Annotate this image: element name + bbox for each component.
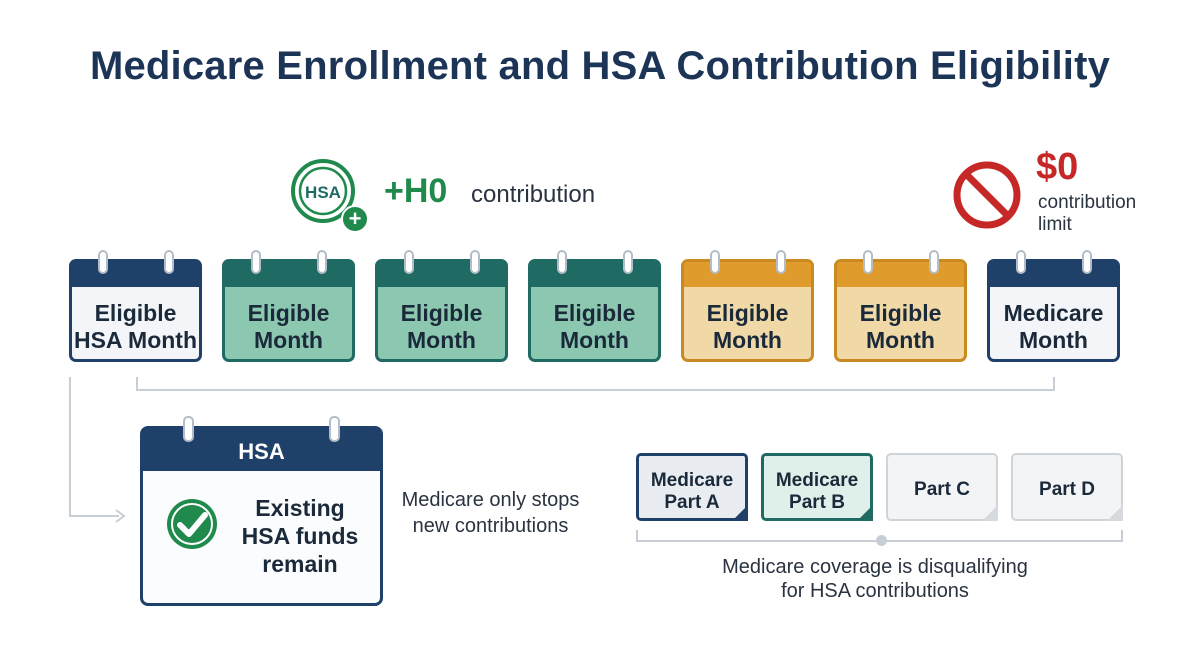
month-calendar-6 (834, 259, 967, 362)
month-label-line1: Eligible (706, 300, 789, 326)
calendar-ring (929, 250, 939, 274)
stops-note-line2: new contributions (412, 515, 569, 537)
medicare-part-c-card (886, 453, 998, 521)
stops-contributions-note (398, 487, 583, 539)
contribution-amount: +H0 (384, 172, 448, 210)
month-label-line2: HSA Month (73, 327, 198, 353)
calendar-ring (329, 416, 340, 442)
part-label-line1: Medicare (775, 470, 859, 491)
month-label-line2: Month (713, 327, 782, 353)
calendar-ring (776, 250, 786, 274)
month-calendar-5 (681, 259, 814, 362)
disqualifying-note (700, 555, 1050, 603)
part-label-line2: Part A (664, 492, 720, 513)
connector-line (69, 515, 119, 517)
month-label-line2: Month (1019, 327, 1088, 353)
month-label-line2: Month (866, 327, 935, 353)
existing-funds-line1: Existing (255, 495, 345, 521)
calendar-ring (251, 250, 261, 274)
medicare-part-d-card (1011, 453, 1123, 521)
contribution-limit-amount: $0 (1036, 146, 1079, 188)
month-label-line1: Eligible (247, 300, 330, 326)
calendar-ring (404, 250, 414, 274)
connector-line (69, 377, 71, 517)
contribution-label: contribution (471, 181, 596, 208)
calendar-ring (863, 250, 873, 274)
month-calendar-3 (375, 259, 508, 362)
part-label: Part C (914, 479, 970, 500)
month-label-line2: Month (254, 327, 323, 353)
calendar-ring (98, 250, 108, 274)
stops-note-line1: Medicare only stops (401, 489, 580, 511)
part-label-line2: Part B (789, 492, 845, 513)
medicare-part-b-card (761, 453, 873, 521)
calendar-ring (183, 416, 194, 442)
calendar-ring (1016, 250, 1026, 274)
part-label: Part D (1039, 479, 1095, 500)
bracket-dot (876, 535, 887, 546)
checkmark-icon (165, 497, 219, 551)
month-calendar-7 (987, 259, 1120, 362)
month-label-line2: Month (407, 327, 476, 353)
arrow-right-icon (114, 509, 126, 523)
hsa-badge-label: HSA (305, 183, 341, 202)
month-label-line2: Month (560, 327, 629, 353)
calendar-ring (557, 250, 567, 274)
calendar-ring (623, 250, 633, 274)
calendar-ring (470, 250, 480, 274)
disqualifying-line1: Medicare coverage is disqualifying (722, 556, 1028, 578)
calendar-ring (710, 250, 720, 274)
month-label-line1: Eligible (859, 300, 942, 326)
month-calendar-4 (528, 259, 661, 362)
existing-funds-line3: remain (262, 551, 338, 577)
contribution-limit-caption: contribution limit (1038, 192, 1137, 235)
calendar-ring (1082, 250, 1092, 274)
existing-funds-text (230, 494, 370, 578)
calendar-ring (317, 250, 327, 274)
part-label-line1: Medicare (650, 470, 734, 491)
page-title: Medicare Enrollment and HSA Contribution Eligibility (89, 44, 1111, 88)
month-calendar-1 (69, 259, 202, 362)
prohibited-icon (951, 159, 1023, 231)
hsa-plus-icon (287, 157, 367, 233)
disqualifying-line2: for HSA contributions (781, 580, 969, 602)
month-label-line1: Eligible (400, 300, 483, 326)
month-label-line1: Eligible (94, 300, 177, 326)
plus-symbol: + (348, 206, 362, 231)
calendar-ring (164, 250, 174, 274)
medicare-part-a-card (636, 453, 748, 521)
month-label-line1: Eligible (553, 300, 636, 326)
existing-funds-line2: HSA funds (241, 523, 359, 549)
hsa-card-header: HSA (143, 429, 380, 471)
months-bracket-line (136, 389, 1055, 391)
month-calendar-2 (222, 259, 355, 362)
month-label-line1: Medicare (1003, 300, 1104, 326)
